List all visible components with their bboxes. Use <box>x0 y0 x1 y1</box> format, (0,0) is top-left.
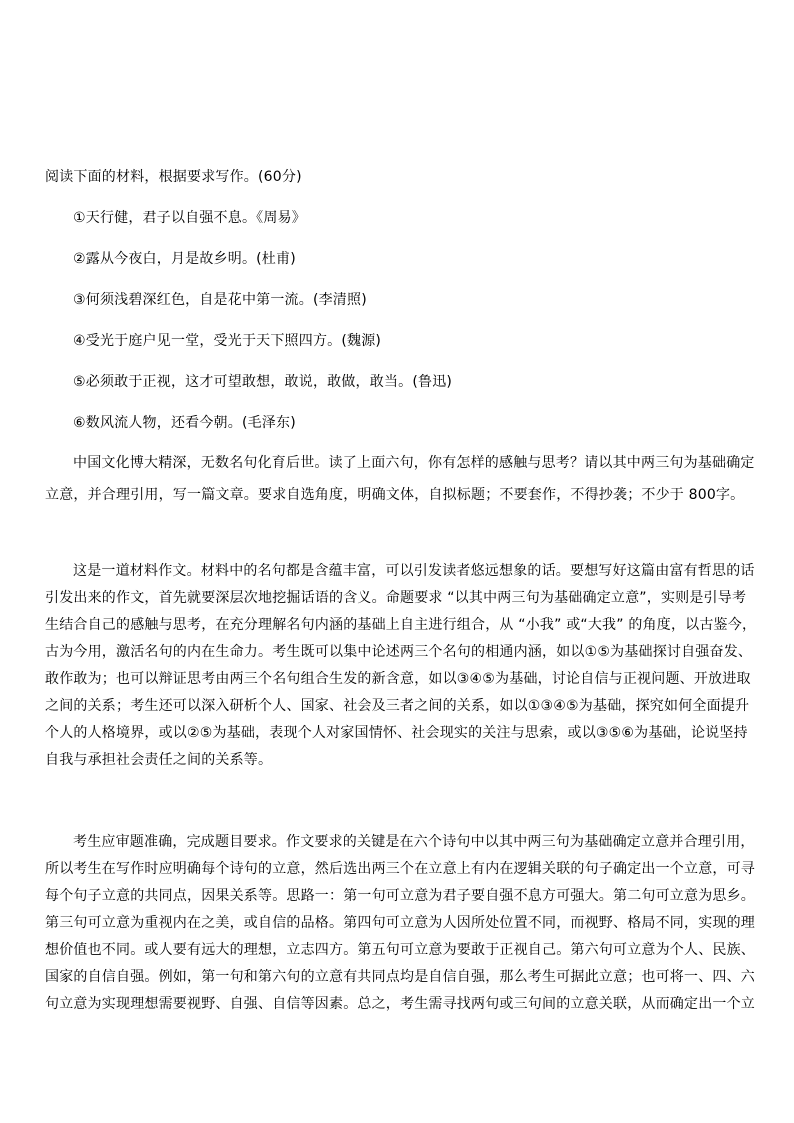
quote-item: ①天行健，君子以自强不息。《周易》 <box>73 210 306 226</box>
analysis-line: 个人的人格境界，或以②⑤为基础，表现个人对家国情怀、社会现实的关注与思索，或以③⑤⑥为基础，论说坚持 <box>45 725 748 741</box>
quote-item: ⑥数风流人物，还看今朝。(毛泽东) <box>73 415 296 431</box>
analysis-line: 这是一道材料作文。材料中的名句都是含蕴丰富，可以引发读者悠远想象的话。要想写好这篇由富有哲思的话 <box>73 563 755 579</box>
guidance-line: 想价值也不同。或人要有远大的理想，立志四方。第五句可立意为要敢于正视自己。第六句可立意为个人、民族、 <box>45 942 755 958</box>
task-line: 立意，并合理引用，写一篇文章。要求自选角度，明确文体，自拟标题；不要套作，不得抄袭；不少于 800字。 <box>45 487 745 503</box>
guidance-line: 考生应审题准确，完成题目要求。作文要求的关键是在六个诗句中以其中两三句为基础确定立意并合理引用， <box>73 834 755 850</box>
quote-item: ④受光于庭户见一堂，受光于天下照四方。(魏源) <box>73 333 382 349</box>
analysis-line: 生结合自己的感触与思考，在充分理解名句内涵的基础上自主进行组合，从 “小我” 或“大我” 的角度，以古鉴今， <box>45 617 757 633</box>
guidance-line: 国家的自信自强。例如，第一句和第六句的立意有共同点均是自信自强，那么考生可据此立意；也可将一、四、六 <box>45 969 755 985</box>
task-paragraph <box>45 450 755 509</box>
task-line: 中国文化博大精深，无数名句化育后世。读了上面六句，你有怎样的感触与思考？请以其中两三句为基础确定 <box>73 455 755 471</box>
analysis-line: 敢作敢为；也可以辩证思考由两三个名句组合生发的新含意，如以③④⑤为基础，讨论自信与正视问题、开放进取 <box>45 671 751 687</box>
prompt-intro-block <box>45 164 755 191</box>
guidance-paragraph <box>45 829 755 1018</box>
analysis-line: 自我与承担社会责任之间的关系等。 <box>45 752 273 768</box>
guidance-line: 所以考生在写作时应明确每个诗句的立意，然后选出两三个在立意上有内在逻辑关联的句子确定出一个立意，可寻 <box>45 861 755 877</box>
analysis-line: 引发出来的作文，首先就要深层次地挖掘话语的含义。命题要求 “以其中两三句为基础确定立意”，实则是引导考 <box>45 590 747 606</box>
guidance-line: 句立意为实现理想需要视野、自强、自信等因素。总之，考生需寻找两句或三句间的立意关联，从而确定出一个立 <box>45 996 755 1012</box>
guidance-line: 每个句子立意的共同点，因果关系等。思路一：第一句可立意为君子要自强不息方可强大。第二句可立意为思乡。 <box>45 888 755 904</box>
quote-list <box>45 205 755 437</box>
quote-item: ②露从今夜白，月是故乡明。(杜甫) <box>73 251 296 267</box>
quote-item: ⑤必须敢于正视，这才可望敢想，敢说，敢做，敢当。(鲁迅) <box>73 374 453 390</box>
guidance-line: 第三句可立意为重视内在之美，或自信的品格。第四句可立意为人因所处位置不同，而视野、格局不同，实现的理 <box>45 915 755 931</box>
prompt-intro: 阅读下面的材料，根据要求写作。(60分) <box>45 169 302 185</box>
analysis-line: 之间的关系；考生还可以深入研析个人、国家、社会及三者之间的关系，如以①③④⑤为基础，探究如何全面提升 <box>45 698 750 714</box>
analysis-paragraph <box>45 558 755 774</box>
quote-item: ③何须浅碧深红色，自是花中第一流。(李清照) <box>73 292 367 308</box>
analysis-line: 古为今用，激活名句的内在生命力。考生既可以集中论述两三个名句的相通内涵，如以①⑤为基础探讨自强奋发、 <box>45 644 753 660</box>
